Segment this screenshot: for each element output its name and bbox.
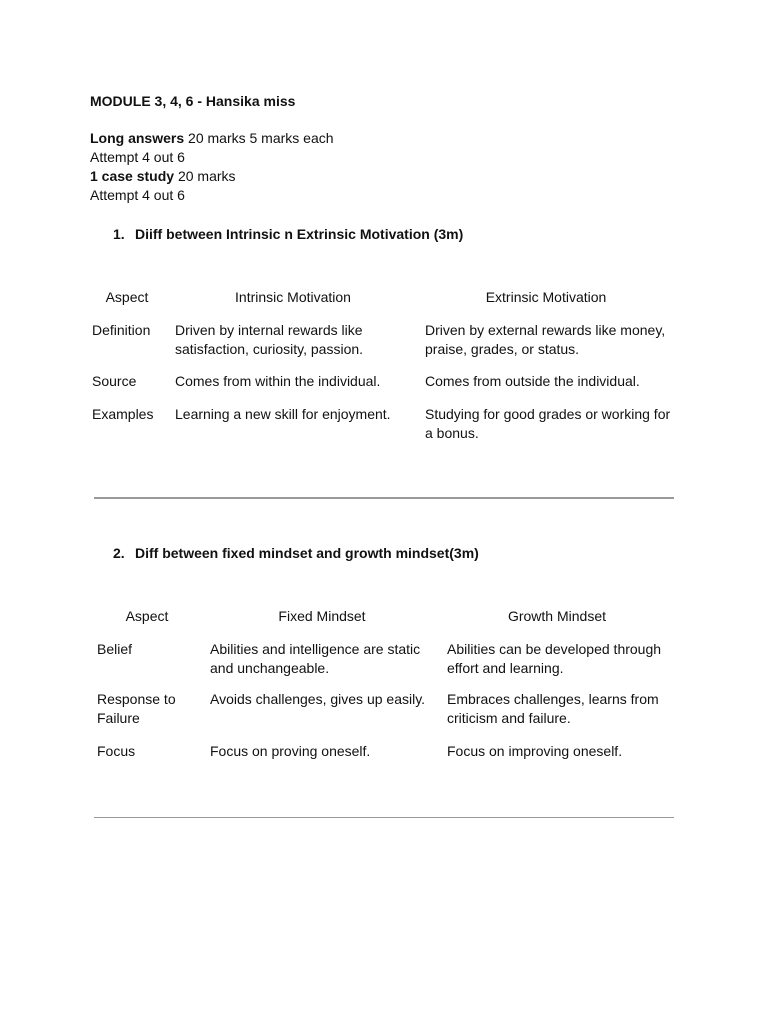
question-number: 1. <box>113 226 125 242</box>
table-cell: Abilities and intelligence are static and unchangeable. <box>210 641 421 676</box>
case-study-line <box>90 167 334 186</box>
question-1-heading <box>113 225 463 244</box>
table-cell: Focus <box>97 743 136 759</box>
table-cell: Focus on proving oneself. <box>210 743 371 759</box>
table-header-cell: Aspect <box>105 289 149 305</box>
document-title: MODULE 3, 4, 6 - Hansika miss <box>90 93 296 109</box>
question-2-heading <box>113 544 479 563</box>
table-cell: Avoids challenges, gives up easily. <box>210 691 426 707</box>
table-header-cell: Aspect <box>125 608 169 624</box>
case-study-text: 20 marks <box>174 168 236 184</box>
table-cell: Definition <box>92 322 151 338</box>
table-header-cell: Growth Mindset <box>507 608 607 624</box>
attempt-line-2: Attempt 4 out 6 <box>90 187 185 203</box>
table-cell: Embraces challenges, learns from criticism and failure. <box>447 691 659 726</box>
case-study-label: 1 case study <box>90 168 175 184</box>
long-answers-line <box>90 129 334 148</box>
table-cell: Comes from outside the individual. <box>425 373 640 389</box>
table-cell: Driven by external rewards like money, praise, grades, or status. <box>425 322 666 357</box>
table-cell: Source <box>92 373 137 389</box>
section-divider <box>94 497 674 499</box>
section-divider <box>94 817 674 818</box>
table-cell: Belief <box>97 641 133 657</box>
table-cell: Learning a new skill for enjoyment. <box>175 406 391 422</box>
table-cell: Comes from within the individual. <box>175 373 381 389</box>
table-cell: Studying for good grades or working for a bonus. <box>425 406 671 441</box>
exam-info <box>90 129 334 205</box>
long-answers-label: Long answers <box>90 130 185 146</box>
question-number: 2. <box>113 545 125 561</box>
table-cell: Abilities can be developed through effort and learning. <box>447 641 662 676</box>
table-cell: Driven by internal rewards like satisfaction, curiosity, passion. <box>175 322 364 357</box>
table-header-cell: Extrinsic Motivation <box>485 289 607 305</box>
table-cell: Examples <box>92 406 154 422</box>
table-cell: Focus on improving oneself. <box>447 743 623 759</box>
question-title: Diiff between Intrinsic n Extrinsic Motivation (3m) <box>135 226 464 242</box>
long-answers-text: 20 marks 5 marks each <box>184 130 334 146</box>
table-header-cell: Fixed Mindset <box>278 608 366 624</box>
table-header-cell: Intrinsic Motivation <box>235 289 351 305</box>
question-title: Diff between fixed mindset and growth mindset(3m) <box>135 545 479 561</box>
attempt-line-1: Attempt 4 out 6 <box>90 149 185 165</box>
table-cell: Response to Failure <box>97 691 176 726</box>
